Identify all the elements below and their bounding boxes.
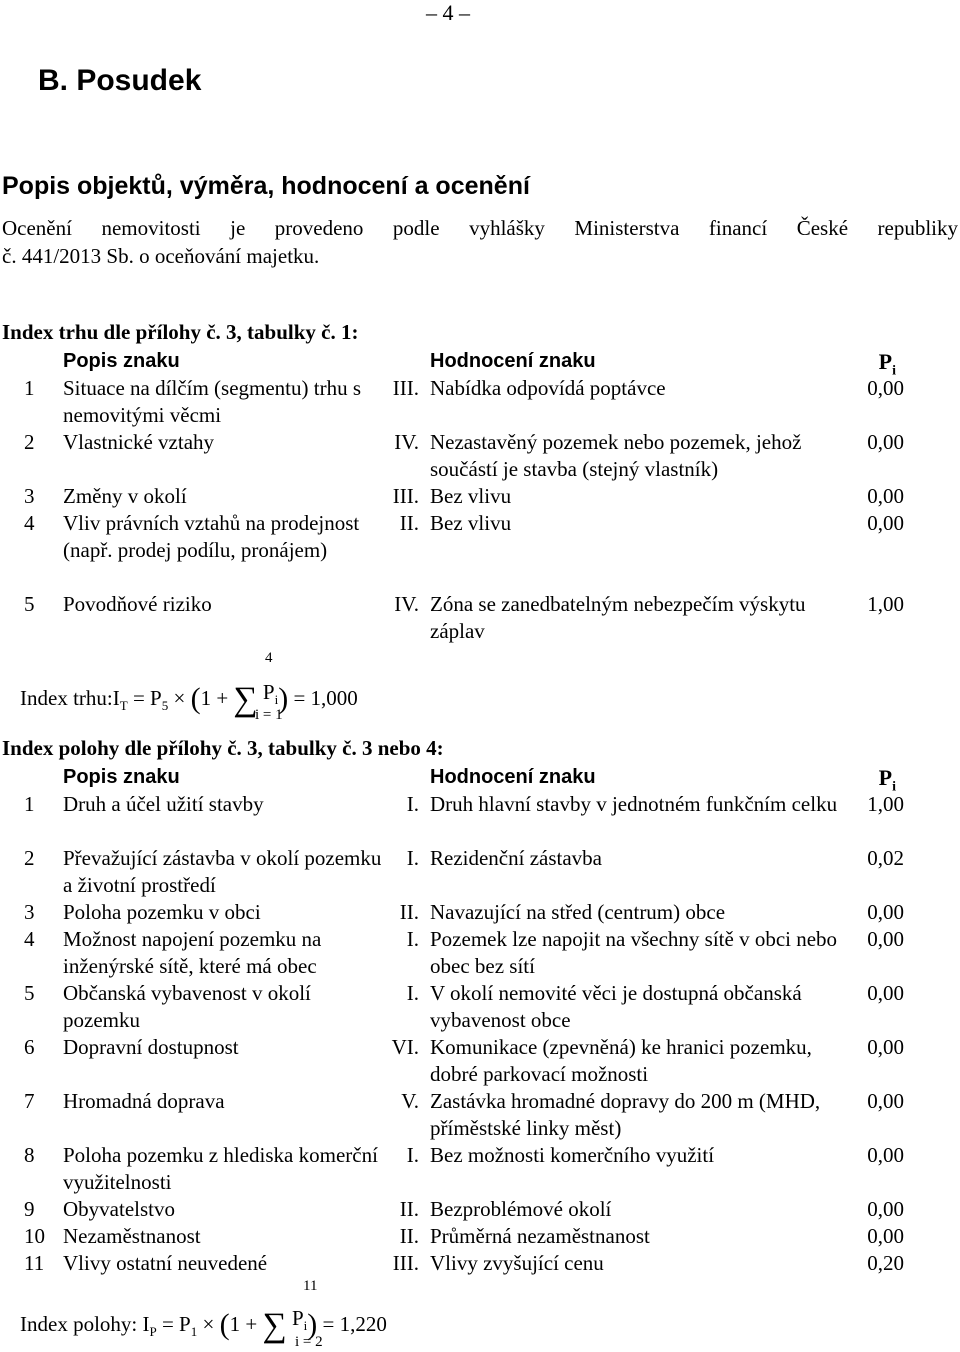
location-index-title: Index polohy dle přílohy č. 3, tabulky č. 3 nebo 4: bbox=[2, 736, 444, 760]
row-number: 1 bbox=[24, 792, 35, 816]
row-evaluation: Průměrná nezaměstnanost bbox=[430, 1224, 650, 1248]
table-header bbox=[0, 348, 960, 379]
table-row bbox=[0, 899, 960, 926]
row-name: Povodňové riziko bbox=[63, 592, 212, 616]
row-rating: II. bbox=[399, 511, 419, 535]
formula-result: = 1,220 bbox=[322, 1312, 387, 1336]
row-name: Občanská vybavenost v okolí pozemku bbox=[63, 981, 311, 1032]
row-value: 1,00 bbox=[867, 792, 904, 816]
table-row bbox=[0, 510, 960, 591]
row-name: Vlastnické vztahy bbox=[63, 430, 215, 454]
row-value: 0,00 bbox=[867, 511, 904, 535]
table-row bbox=[0, 1088, 960, 1142]
row-name: Vlivy ostatní neuvedené bbox=[63, 1251, 268, 1275]
row-value: 0,00 bbox=[867, 900, 904, 924]
header-p-letter: P bbox=[878, 349, 893, 374]
sum-p: P bbox=[291, 1306, 304, 1330]
row-evaluation: Zastávka hromadné dopravy do 200 m (MHD, příměstské linky měst) bbox=[430, 1089, 821, 1140]
table-row bbox=[0, 1196, 960, 1223]
intro-line-1: Ocenění nemovitosti je provedeno podle vyhlášky Ministerstva financí České republiky bbox=[2, 216, 958, 240]
row-evaluation: V okolí nemovité věci je dostupná občanská vybavenost obce bbox=[430, 981, 802, 1032]
row-number: 3 bbox=[24, 900, 35, 924]
row-value: 0,00 bbox=[867, 981, 904, 1005]
formula-label-sub: P bbox=[149, 1324, 157, 1340]
row-rating: IV. bbox=[394, 430, 419, 454]
row-evaluation: Zóna se zanedbatelným nebezpečím výskytu záplav bbox=[430, 592, 806, 643]
row-rating: III. bbox=[392, 376, 419, 400]
row-number: 9 bbox=[24, 1197, 35, 1221]
formula-eq: = P bbox=[161, 1312, 191, 1336]
row-name: Hromadná doprava bbox=[63, 1089, 225, 1113]
row-value: 0,00 bbox=[867, 1089, 904, 1113]
table-row bbox=[0, 483, 960, 510]
sum-lower-limit: i = 1 bbox=[255, 707, 283, 723]
close-paren: ) bbox=[278, 682, 289, 715]
one-plus: 1 + bbox=[200, 686, 229, 710]
header-p-sub: i bbox=[892, 363, 896, 379]
market-index-title: Index trhu dle přílohy č. 3, tabulky č. 1: bbox=[2, 320, 359, 344]
row-evaluation: Nezastavěný pozemek nebo pozemek, jehož součástí je stavba (stejný vlastník) bbox=[430, 430, 802, 481]
row-value: 0,00 bbox=[867, 1143, 904, 1167]
header-p-sub: i bbox=[892, 779, 896, 795]
row-number: 2 bbox=[24, 846, 35, 870]
row-evaluation: Pozemek lze napojit na všechny sítě v obci nebo obec bez sítí bbox=[430, 927, 838, 978]
sum-upper-limit: 4 bbox=[265, 650, 273, 666]
row-rating: II. bbox=[399, 1224, 419, 1248]
market-index-table bbox=[0, 348, 960, 645]
row-name: Převažující zástavba v okolí pozemku a životní prostředí bbox=[63, 846, 382, 897]
sigma-icon: ∑ bbox=[233, 681, 258, 718]
open-paren: ( bbox=[190, 682, 201, 715]
row-rating: I. bbox=[406, 1143, 419, 1167]
table-row bbox=[0, 429, 960, 483]
row-name: Dopravní dostupnost bbox=[63, 1035, 239, 1059]
row-value: 0,00 bbox=[867, 430, 904, 454]
row-number: 4 bbox=[24, 511, 35, 535]
table-row bbox=[0, 980, 960, 1034]
row-number: 2 bbox=[24, 430, 35, 454]
row-name: Situace na dílčím (segmentu) trhu s nemovitými věcmi bbox=[63, 376, 362, 427]
row-name: Obyvatelstvo bbox=[63, 1197, 175, 1221]
formula-p-sub: 1 bbox=[190, 1324, 198, 1340]
table-row bbox=[0, 791, 960, 845]
header-name: Popis znaku bbox=[63, 766, 180, 788]
one-plus: 1 + bbox=[229, 1312, 258, 1336]
header-name: Popis znaku bbox=[63, 350, 180, 372]
row-rating: IV. bbox=[394, 592, 419, 616]
close-paren: ) bbox=[307, 1308, 318, 1341]
row-value: 0,00 bbox=[867, 1035, 904, 1059]
row-evaluation: Vlivy zvyšující cenu bbox=[430, 1251, 604, 1275]
row-name: Poloha pozemku z hlediska komerční využitelnosti bbox=[63, 1143, 378, 1194]
intro-line-2: č. 441/2013 Sb. o oceňování majetku. bbox=[2, 244, 320, 268]
row-evaluation: Bez vlivu bbox=[430, 511, 512, 535]
market-index-formula bbox=[20, 650, 440, 730]
section-heading: B. Posudek bbox=[38, 64, 202, 97]
header-eval: Hodnocení znaku bbox=[430, 766, 596, 788]
row-name: Změny v okolí bbox=[63, 484, 187, 508]
table-header bbox=[0, 764, 960, 795]
formula-result: = 1,000 bbox=[293, 686, 358, 710]
table-row bbox=[0, 1223, 960, 1250]
row-rating: I. bbox=[406, 927, 419, 951]
row-value: 0,02 bbox=[867, 846, 904, 870]
row-evaluation: Nabídka odpovídá poptávce bbox=[430, 376, 666, 400]
table-row bbox=[0, 1034, 960, 1088]
row-evaluation: Komunikace (zpevněná) ke hranici pozemku, dobré parkovací možnosti bbox=[430, 1035, 812, 1086]
formula-line bbox=[20, 676, 358, 718]
row-value: 0,00 bbox=[867, 484, 904, 508]
header-eval: Hodnocení znaku bbox=[430, 350, 596, 372]
row-rating: II. bbox=[399, 1197, 419, 1221]
row-name: Poloha pozemku v obci bbox=[63, 900, 261, 924]
row-number: 6 bbox=[24, 1035, 35, 1059]
objects-heading: Popis objektů, výměra, hodnocení a ocenění bbox=[2, 172, 530, 200]
table-row bbox=[0, 1250, 960, 1277]
sum-lower-limit: i = 2 bbox=[295, 1334, 323, 1350]
row-evaluation: Bez možnosti komerčního využití bbox=[430, 1143, 715, 1167]
formula-p-sub: 5 bbox=[161, 698, 169, 714]
row-number: 8 bbox=[24, 1143, 35, 1167]
row-evaluation: Bezproblémové okolí bbox=[430, 1197, 612, 1221]
row-evaluation: Navazující na střed (centrum) obce bbox=[430, 900, 726, 924]
row-value: 0,00 bbox=[867, 927, 904, 951]
row-number: 1 bbox=[24, 376, 35, 400]
table-row bbox=[0, 926, 960, 980]
row-number: 7 bbox=[24, 1089, 35, 1113]
row-rating: VI. bbox=[391, 1035, 419, 1059]
row-value: 1,00 bbox=[867, 592, 904, 616]
table-row bbox=[0, 845, 960, 899]
location-index-formula bbox=[20, 1278, 460, 1352]
row-evaluation: Druh hlavní stavby v jednotném funkčním celku bbox=[430, 792, 838, 816]
header-p-letter: P bbox=[878, 765, 893, 790]
formula-label: Index polohy: I bbox=[20, 1312, 150, 1336]
formula-label-sub: T bbox=[119, 698, 128, 714]
sum-p: P bbox=[262, 680, 275, 704]
table-row bbox=[0, 591, 960, 645]
sigma-icon: ∑ bbox=[262, 1307, 287, 1344]
row-value: 0,00 bbox=[867, 1197, 904, 1221]
row-number: 10 bbox=[24, 1224, 45, 1248]
row-rating: I. bbox=[406, 981, 419, 1005]
formula-label: Index trhu:I bbox=[20, 686, 120, 710]
row-rating: I. bbox=[406, 792, 419, 816]
row-name: Vliv právních vztahů na prodejnost (např. prodej podílu, pronájem) bbox=[63, 511, 360, 562]
table-row bbox=[0, 375, 960, 429]
row-value: 0,00 bbox=[867, 376, 904, 400]
sum-p-sub: i bbox=[274, 692, 279, 708]
formula-eq: = P bbox=[132, 686, 162, 710]
row-rating: I. bbox=[406, 846, 419, 870]
row-evaluation: Bez vlivu bbox=[430, 484, 512, 508]
row-number: 4 bbox=[24, 927, 35, 951]
row-name: Možnost napojení pozemku na inženýrské sítě, které má obec bbox=[63, 927, 322, 978]
row-rating: V. bbox=[401, 1089, 419, 1113]
sum-p-sub: i bbox=[303, 1318, 308, 1334]
row-rating: II. bbox=[399, 900, 419, 924]
row-value: 0,20 bbox=[867, 1251, 904, 1275]
row-number: 5 bbox=[24, 981, 35, 1005]
times-sign: × bbox=[173, 686, 186, 710]
row-value: 0,00 bbox=[867, 1224, 904, 1248]
location-index-table bbox=[0, 764, 960, 1277]
intro-paragraph bbox=[2, 214, 958, 270]
row-rating: III. bbox=[392, 484, 419, 508]
row-number: 3 bbox=[24, 484, 35, 508]
row-name: Nezaměstnanost bbox=[63, 1224, 201, 1248]
row-number: 5 bbox=[24, 592, 35, 616]
row-number: 11 bbox=[24, 1251, 45, 1275]
row-name: Druh a účel užití stavby bbox=[63, 792, 264, 816]
table-row bbox=[0, 1142, 960, 1196]
page-number: – 4 – bbox=[426, 0, 470, 25]
open-paren: ( bbox=[219, 1308, 230, 1341]
sum-upper-limit: 11 bbox=[303, 1278, 318, 1294]
row-evaluation: Rezidenční zástavba bbox=[430, 846, 602, 870]
row-rating: III. bbox=[392, 1251, 419, 1275]
times-sign: × bbox=[202, 1312, 215, 1336]
